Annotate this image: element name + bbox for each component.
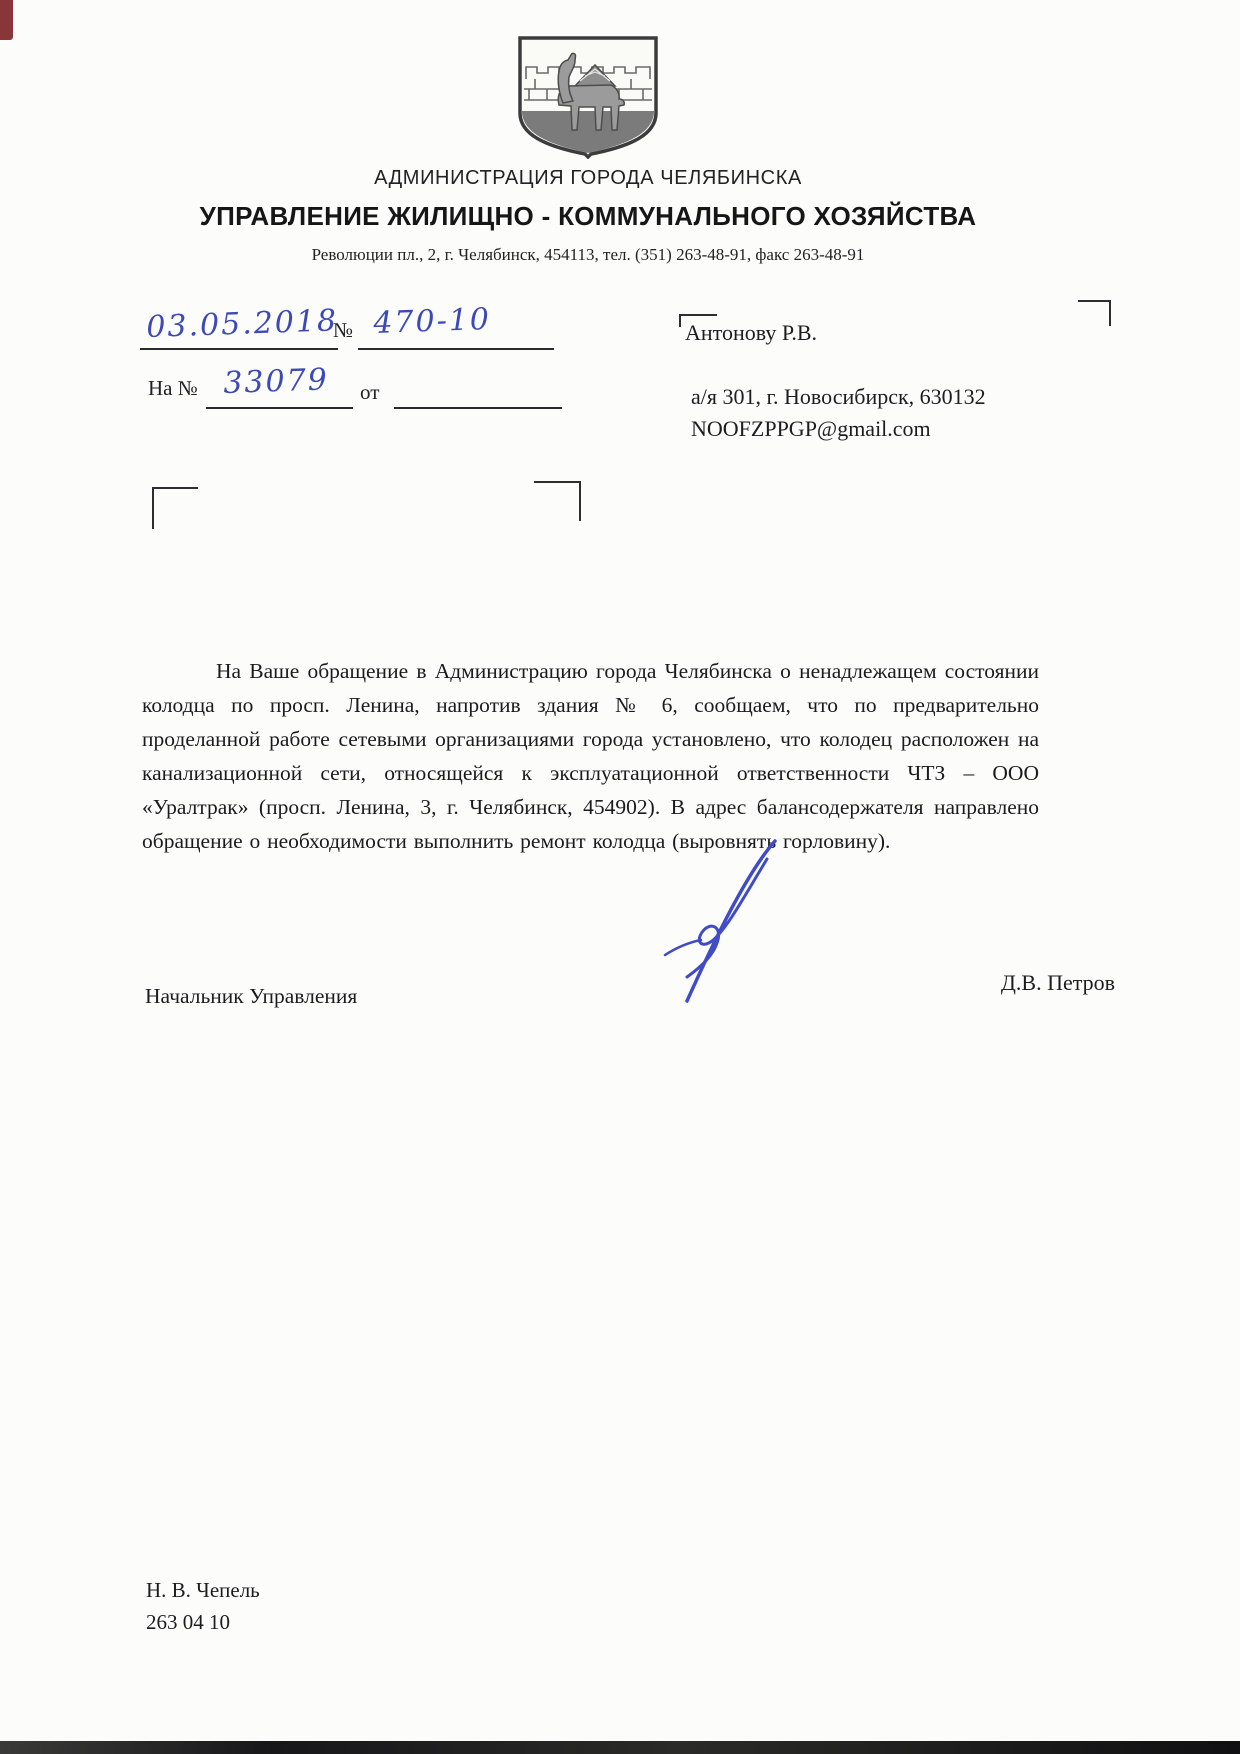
recipient-address: а/я 301, г. Новосибирск, 630132 bbox=[691, 384, 986, 409]
outgoing-number-handwritten: 470-10 bbox=[372, 301, 492, 341]
outgoing-date-handwritten: 03.05.2018 bbox=[145, 303, 339, 345]
reply-number-handwritten: 33079 bbox=[222, 362, 330, 401]
letter-body-paragraph: На Ваше обращение в Администрацию города Челябинска о ненадлежащем состоянии колодца по просп. Ленина, напротив здания № 6, сообщаем, что по предварительно проделанной работе сетевыми организациями города установлено, что колодец расположен на канализационной сети, относящейся к эксплуатационной ответственности ЧТЗ – ООО «Уралтрак» (просп. Ленина, 3, г. Челябинск, 454902). В адрес балансодержателя направлено обращение о необходимости выполнить ремонт колодца (выровнять горловину). bbox=[142, 659, 1039, 853]
org-name-title: УПРАВЛЕНИЕ ЖИЛИЩНО - КОММУНАЛЬНОГО ХОЗЯЙСТВА bbox=[199, 201, 977, 231]
chelyabinsk-coat-of-arms-icon bbox=[513, 33, 663, 159]
recipient-email: NOOFZPPGP@gmail.com bbox=[691, 416, 931, 441]
address-zone-corner-top-right bbox=[1078, 300, 1111, 326]
date-underline bbox=[140, 348, 338, 350]
from-date-label: от bbox=[360, 380, 380, 404]
scan-artifact-bottom-edge bbox=[0, 1741, 1240, 1754]
signature-ink-icon bbox=[655, 833, 800, 1003]
from-date-underline bbox=[394, 407, 562, 409]
number-underline bbox=[358, 348, 554, 350]
recipient-name: Антонову Р.В. bbox=[685, 320, 818, 345]
reply-to-label: На № bbox=[148, 376, 198, 400]
signer-position-title: Начальник Управления bbox=[145, 984, 358, 1008]
address-window-corner-left bbox=[152, 487, 198, 529]
signer-name: Д.В. Петров bbox=[1000, 970, 1115, 995]
address-window-corner-right bbox=[534, 481, 581, 521]
executor-phone: 263 04 10 bbox=[146, 1610, 230, 1634]
reply-number-underline bbox=[206, 407, 353, 409]
letterhead bbox=[0, 33, 1176, 265]
executor-name: Н. В. Чепель bbox=[146, 1578, 260, 1602]
org-contact-line: Революции пл., 2, г. Челябинск, 454113, тел. (351) 263-48-91, факс 263-48-91 bbox=[311, 245, 865, 264]
number-label: № bbox=[333, 318, 354, 342]
org-parent-title: АДМИНИСТРАЦИЯ ГОРОДА ЧЕЛЯБИНСКА bbox=[374, 167, 802, 189]
